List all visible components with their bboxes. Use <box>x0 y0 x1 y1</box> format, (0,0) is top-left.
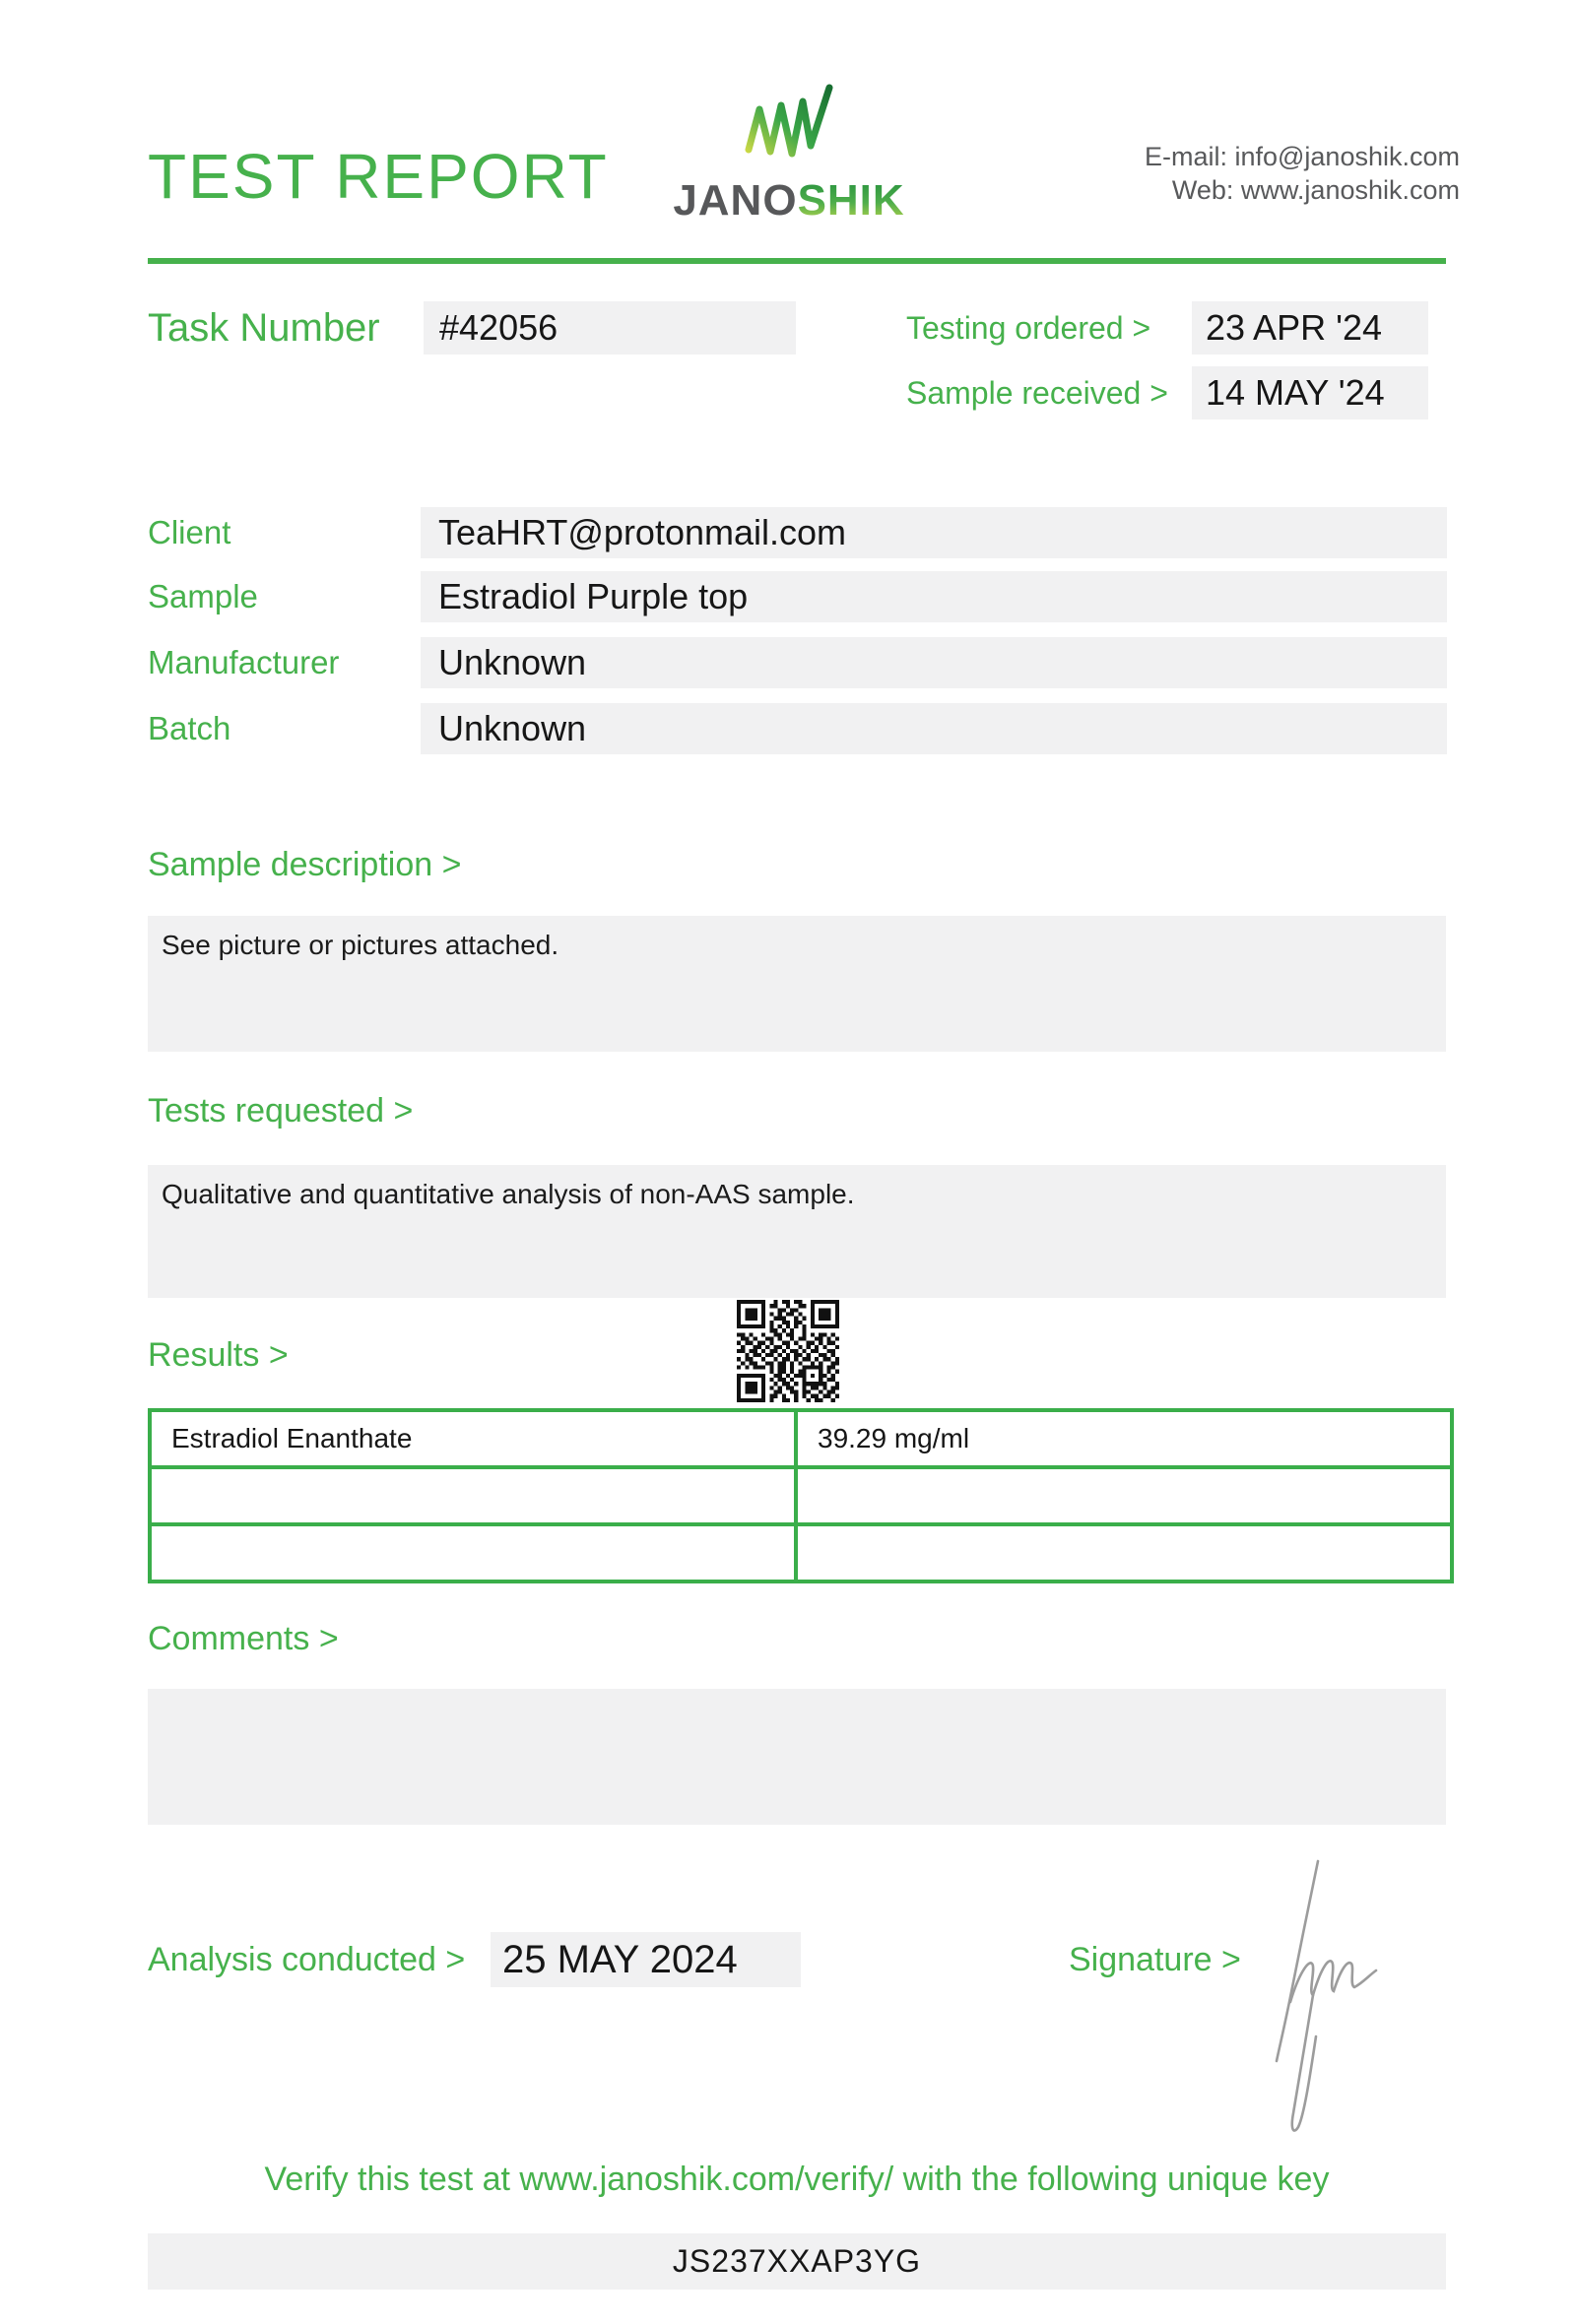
result-substance-cell: Estradiol Enanthate <box>152 1412 798 1469</box>
tests-requested-box <box>148 1165 1446 1298</box>
logo <box>658 83 920 226</box>
logo-shik: SHIK <box>797 176 905 225</box>
logo-wordmark <box>658 176 920 226</box>
contact-email: E-mail: info@janoshik.com <box>1144 142 1460 171</box>
page-title: TEST REPORT <box>148 141 609 212</box>
sample-description-text: See picture or pictures attached. <box>162 930 559 960</box>
signature-image <box>1261 1849 1428 2145</box>
task-number-box <box>424 301 796 355</box>
batch-value: Unknown <box>438 708 587 748</box>
client-value: TeaHRT@protonmail.com <box>438 512 847 552</box>
comments-heading: Comments > <box>148 1620 339 1657</box>
results-heading: Results > <box>148 1336 289 1374</box>
analysis-date: 25 MAY 2024 <box>502 1937 738 1981</box>
result-amount-cell <box>798 1526 1450 1580</box>
analysis-conducted-label: Analysis conducted > <box>148 1941 466 1978</box>
contact-web: Web: www.janoshik.com <box>1171 175 1460 205</box>
result-substance-cell <box>152 1469 798 1526</box>
comments-box <box>148 1689 1446 1825</box>
batch-label: Batch <box>148 710 231 746</box>
verify-key: JS237XXAP3YG <box>672 2243 922 2279</box>
results-table <box>148 1408 1454 1583</box>
manufacturer-label: Manufacturer <box>148 644 340 680</box>
client-box <box>421 507 1447 558</box>
logo-jano: JANO <box>673 176 798 225</box>
sample-box <box>421 571 1447 622</box>
contact-block <box>1145 140 1460 207</box>
sample-received-box <box>1192 366 1428 420</box>
sample-received-date: 14 MAY '24 <box>1206 372 1385 413</box>
header-divider <box>148 258 1446 264</box>
sample-description-box <box>148 916 1446 1052</box>
testing-ordered-box <box>1192 301 1428 355</box>
manufacturer-box <box>421 637 1447 688</box>
qr-code <box>737 1300 839 1402</box>
verify-instruction: Verify this test at www.janoshik.com/verify/ with the following unique key <box>264 2161 1330 2198</box>
task-number-label: Task Number <box>148 306 380 350</box>
signature-label: Signature > <box>1069 1941 1241 1978</box>
comments-text <box>148 1689 162 1703</box>
tests-requested-heading: Tests requested > <box>148 1092 414 1130</box>
client-label: Client <box>148 514 231 550</box>
manufacturer-value: Unknown <box>438 642 587 682</box>
result-amount-cell: 39.29 mg/ml <box>798 1412 1450 1469</box>
testing-ordered-date: 23 APR '24 <box>1206 307 1382 348</box>
sample-value: Estradiol Purple top <box>438 576 749 616</box>
analysis-date-box <box>491 1932 801 1987</box>
batch-box <box>421 703 1447 754</box>
result-substance-cell <box>152 1526 798 1580</box>
sample-description-heading: Sample description > <box>148 846 462 883</box>
tests-requested-text: Qualitative and quantitative analysis of non-AAS sample. <box>162 1179 855 1209</box>
chart-logo-icon <box>744 83 834 160</box>
verify-key-box <box>148 2233 1446 2290</box>
task-number-value: #42056 <box>439 307 558 348</box>
sample-received-label: Sample received > <box>906 375 1168 411</box>
sample-label: Sample <box>148 578 258 614</box>
result-amount-cell <box>798 1469 1450 1526</box>
testing-ordered-label: Testing ordered > <box>906 310 1151 346</box>
